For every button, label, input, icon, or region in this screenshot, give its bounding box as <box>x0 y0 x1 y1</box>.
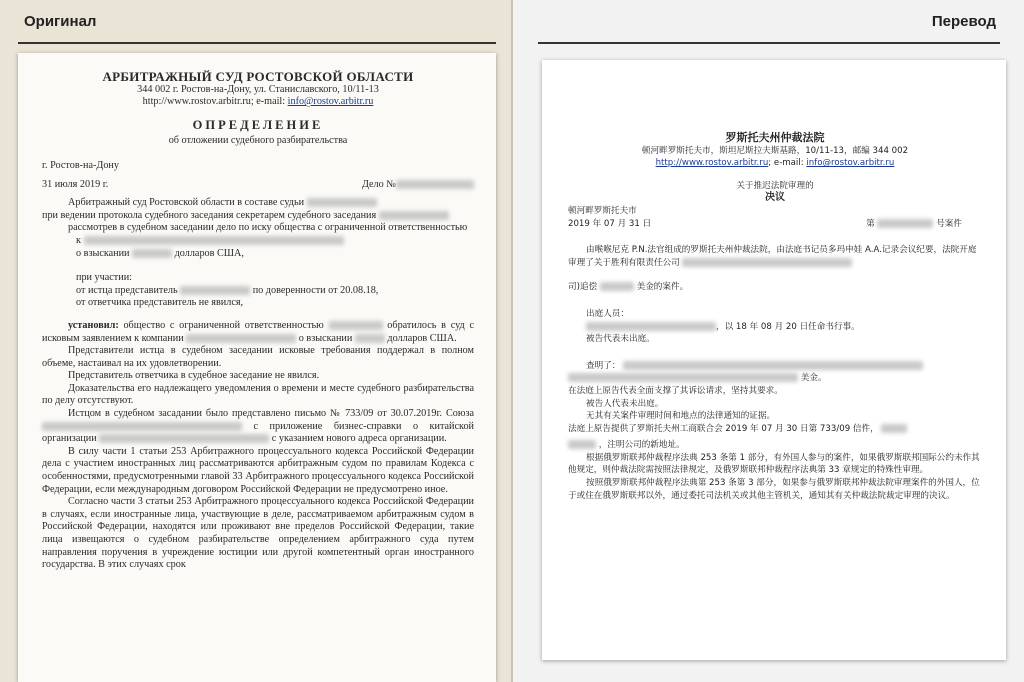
redacted-block <box>682 258 852 267</box>
date-case-row <box>42 179 474 192</box>
zh-para-13: 按照俄罗斯联邦仲裁程序法典第 253 条第 3 部分，如果参与俄罗斯联邦仲裁法院审理案件的外国人，位于或住在俄罗斯联邦以外，通过委托司法机关或其他主管机关，通知其有关仲裁法院裁定审理的决议。 <box>568 478 980 501</box>
ru-para-10: Представитель ответчика в судебное заседание не явился. <box>68 370 320 382</box>
zh-date-case-row <box>568 218 982 231</box>
translation-label: Перевод <box>931 13 996 30</box>
ru-para-2 <box>42 210 474 223</box>
ru-para-8 <box>42 320 474 345</box>
ru-text: при ведении протокола судебного заседания секретарем судебного заседания <box>42 209 377 221</box>
zh-para-1 <box>568 244 982 269</box>
ru-para-5: при участии: <box>76 272 132 284</box>
redacted-block <box>180 286 250 295</box>
zh-subtitle: 关于推迟法院审理的 <box>736 180 814 191</box>
case-number <box>362 179 474 192</box>
redacted-block <box>877 219 933 228</box>
zh-court-address: 顿河畔罗斯托夫市，斯坦尼斯拉夫斯基路，10/11-13，邮编 344 002 <box>641 145 909 156</box>
zh-email-link[interactable]: info@rostov.arbitr.ru <box>806 158 895 169</box>
ru-text: от истца представитель <box>76 284 178 296</box>
zh-para-11 <box>568 439 982 452</box>
court-contacts <box>42 96 474 109</box>
ru-para-6 <box>42 285 474 298</box>
ru-para-9: Представители истца в судебном заседании исковые требования поддержал в полном объеме, настаивал на их удовлетворении. <box>42 345 474 369</box>
ru-text: Истцом в судебном засадании было представлено письмо № 733/09 от 30.07.2019г. Союза <box>68 408 474 420</box>
redacted-block <box>99 434 269 443</box>
ru-text: о взыскании <box>298 332 353 344</box>
original-document <box>18 53 496 682</box>
zh-text: 第 <box>866 218 875 229</box>
case-label: Дело № <box>361 178 396 190</box>
zh-para-2 <box>568 281 982 294</box>
redacted-block <box>568 440 596 449</box>
zh-text: ，以 18 年 08 月 20 日任命书行事。 <box>716 321 860 332</box>
zh-text: 由喉喉尼克 P.N.法官组成的罗斯托夫州仲裁法院，由法庭书记员多玛申娃 A.A.记录会议纪要，法院开庭审理了关于胜利有限责任公司 <box>568 245 977 268</box>
ru-para-4 <box>42 248 474 261</box>
zh-para-3: 出庭人员： <box>586 308 629 319</box>
doc-city: г. Ростов-на-Дону <box>42 159 119 171</box>
ru-para-3: рассмотрев в судебном заседании дело по иску общества с ограниченной ответственностью <box>68 222 468 234</box>
ru-text: с указанием нового адреса организации. <box>271 433 447 445</box>
translation-document-text <box>568 132 982 502</box>
zh-date: 2019 年 07 月 31 日 <box>568 218 652 229</box>
redacted-block <box>84 236 344 245</box>
redacted-block <box>881 424 907 433</box>
redacted-block <box>568 373 798 382</box>
ru-text: долларов США, <box>174 247 244 259</box>
court-name: АРБИТРАЖНЫЙ СУД РОСТОВСКОЙ ОБЛАСТИ <box>102 69 414 84</box>
zh-text: 法庭上原告提供了罗斯托夫州工商联合会 2019 年 07 月 30 日第 733/09 信件， <box>568 423 879 434</box>
ru-bold: установил: <box>68 319 119 331</box>
zh-text: 号案件 <box>936 218 962 229</box>
zh-para-9: 无其有关案件审理时间和地点的法律通知的证据。 <box>586 411 776 422</box>
zh-para-12: 根据俄罗斯联邦仲裁程序法典 253 条第 1 部分，有外国人参与的案件，如果俄罗斯联邦国际公约未作其他规定，则仲裁法院需按照法律规定，及俄罗斯联邦仲裁程序法典第 33 章规定的特殊性审理。 <box>568 452 980 476</box>
zh-text: ; e-mail: <box>768 158 807 169</box>
original-label: Оригинал <box>24 13 97 30</box>
redacted-block <box>307 198 377 207</box>
ru-para-13: В силу части 1 статьи 253 Арбитражного процессуального кодекса Российской Федерации дела с участием иностранных лиц рассматриваются арбитражным судом по правилам Кодекса с особенностями, предусмотренными главой 33 Арбитражного процессуального кодекса Российской Федерации, если международным договором Российской Федерации не предусмотрено иное. <box>42 445 474 495</box>
translation-document <box>542 60 1006 660</box>
zh-doc-title: 决议 <box>765 192 785 204</box>
ru-para-14: Согласно части 3 статьи 253 Арбитражного процессуального кодекса Российской Федерации в случаях, если иностранные лица, участвующие в деле, рассматриваемом арбитражным судом в Российской Федерации, находятся или проживают вне пределов Российской Федерации, такие лица извещаются о судебном разбирательстве определением арбитражного суда путем направления поручения в учреждение юстиции или другой компетентный орган иностранного государства. В этих случаях срок <box>42 496 474 571</box>
court-email-link[interactable]: info@rostov.arbitr.ru <box>287 96 374 108</box>
zh-case-number <box>866 218 962 231</box>
panel-divider <box>511 0 513 682</box>
doc-title: ОПРЕДЕЛЕНИЕ <box>192 117 324 132</box>
redacted-block <box>396 180 474 189</box>
zh-para-10 <box>568 423 982 436</box>
zh-text: 美金。 <box>800 373 827 384</box>
doc-subtitle: об отложении судебного разбирательства <box>168 135 348 147</box>
redacted-block <box>600 282 634 291</box>
ru-text: обратилось в суд с исковым заявлением к компании <box>42 319 475 344</box>
ru-text: о взыскании <box>76 247 130 259</box>
ru-text: по доверенности от 20.08.18, <box>252 284 379 296</box>
zh-court-name: 罗斯托夫州仲裁法院 <box>725 131 825 144</box>
ru-text: Арбитражный суд Ростовской области в составе судьи <box>68 197 305 209</box>
zh-para-6 <box>568 360 982 373</box>
ru-para-1 <box>42 197 474 210</box>
redacted-block <box>42 422 242 431</box>
ru-para-11: Доказательства его надлежащего уведомления о времени и месте судебного разбирательства по делу отсутствуют. <box>42 382 474 407</box>
zh-web-link[interactable]: http://www.rostov.arbitr.ru <box>655 158 769 169</box>
redacted-block <box>379 211 449 220</box>
translation-header-rule <box>538 42 1000 44</box>
zh-text: 美金的案件。 <box>636 282 689 293</box>
ru-text: к <box>76 234 81 246</box>
zh-text: 查明了： <box>586 360 621 371</box>
zh-court-contacts <box>568 157 982 170</box>
zh-text: ，注明公司的新地址。 <box>598 440 685 451</box>
court-address: 344 002 г. Ростов-на-Дону, ул. Станиславского, 10/11-13 <box>137 83 379 95</box>
original-document-text <box>42 71 474 572</box>
original-header-rule <box>18 42 496 44</box>
redacted-block <box>586 322 716 331</box>
ru-text: общество с ограниченной ответственностью <box>118 319 324 331</box>
zh-city: 顿河畔罗斯托夫市 <box>568 205 637 216</box>
zh-para-4 <box>568 321 982 334</box>
court-web: http://www.rostov.arbitr.ru; e-mail: <box>142 96 288 108</box>
redacted-block <box>132 249 172 258</box>
redacted-block <box>355 334 385 343</box>
redacted-block <box>623 361 923 370</box>
zh-para-8: 被告人代表未出庭。 <box>586 398 664 409</box>
ru-text: с приложение бизнес-справки о китайской организации <box>42 420 474 445</box>
zh-text: 司)追偿 <box>568 282 598 293</box>
redacted-block <box>329 321 383 330</box>
ru-para-12 <box>42 408 474 446</box>
doc-date: 31 июля 2019 г. <box>42 178 109 190</box>
zh-para-6b <box>568 372 982 385</box>
redacted-block <box>186 334 296 343</box>
ru-para-3b <box>42 235 474 248</box>
zh-para-7: 在法庭上原告代表全面支撑了其诉讼请求，坚持其要求。 <box>568 385 783 396</box>
zh-para-5: 被告代表未出庭。 <box>586 334 655 345</box>
ru-text: долларов США. <box>387 332 457 344</box>
ru-para-7: от ответчика представитель не явился, <box>76 297 244 309</box>
